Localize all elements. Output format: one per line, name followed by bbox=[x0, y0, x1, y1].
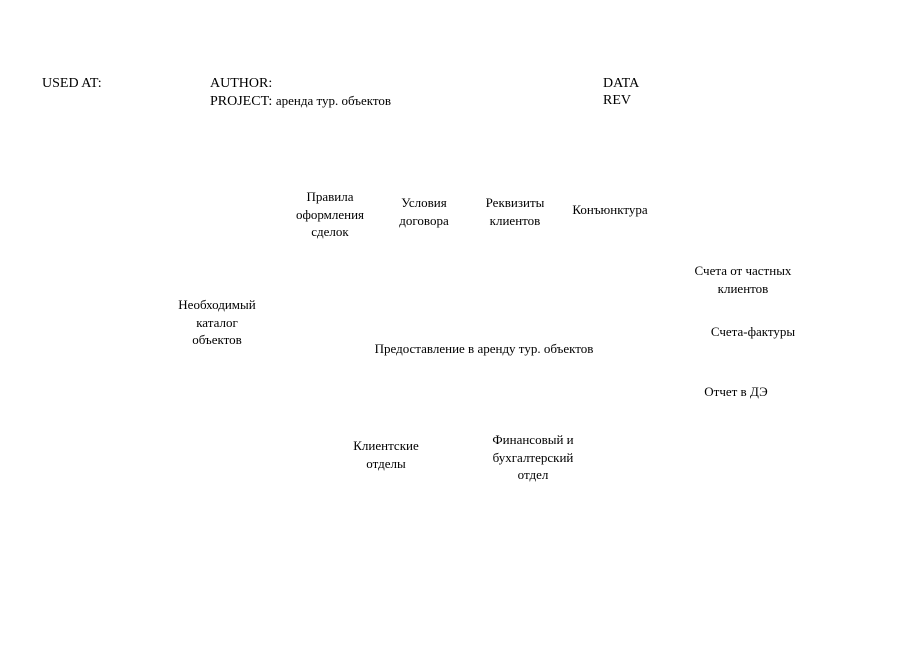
mechanism-client-departments: Клиентские отделы bbox=[353, 438, 419, 471]
control-client-details: Реквизиты клиентов bbox=[485, 195, 545, 228]
output-report: Отчет в ДЭ bbox=[704, 384, 768, 399]
rev-label: REV bbox=[603, 93, 631, 108]
used-at-label: USED AT: bbox=[42, 76, 102, 91]
author-label: AUTHOR: bbox=[210, 76, 273, 91]
project-value: аренда тур. объектов bbox=[275, 93, 392, 108]
data-label: DATA bbox=[603, 76, 640, 91]
control-market-conditions: Конъюнктура bbox=[572, 202, 648, 217]
output-private-client-invoices: Счета от частных клиентов bbox=[694, 263, 792, 296]
control-deal-rules: Правила оформления сделок bbox=[295, 189, 365, 239]
output-invoices: Счета-фактуры bbox=[710, 324, 796, 339]
process-title: Предоставление в аренду тур. объектов bbox=[374, 341, 594, 356]
mechanism-finance-accounting: Финансовый и бухгалтерский отдел bbox=[492, 432, 574, 482]
control-contract-terms: Условия договора bbox=[399, 195, 449, 228]
project-label: PROJECT: bbox=[210, 94, 273, 109]
input-object-catalog: Необходимый каталог объектов bbox=[178, 297, 256, 347]
project-line bbox=[210, 92, 391, 110]
